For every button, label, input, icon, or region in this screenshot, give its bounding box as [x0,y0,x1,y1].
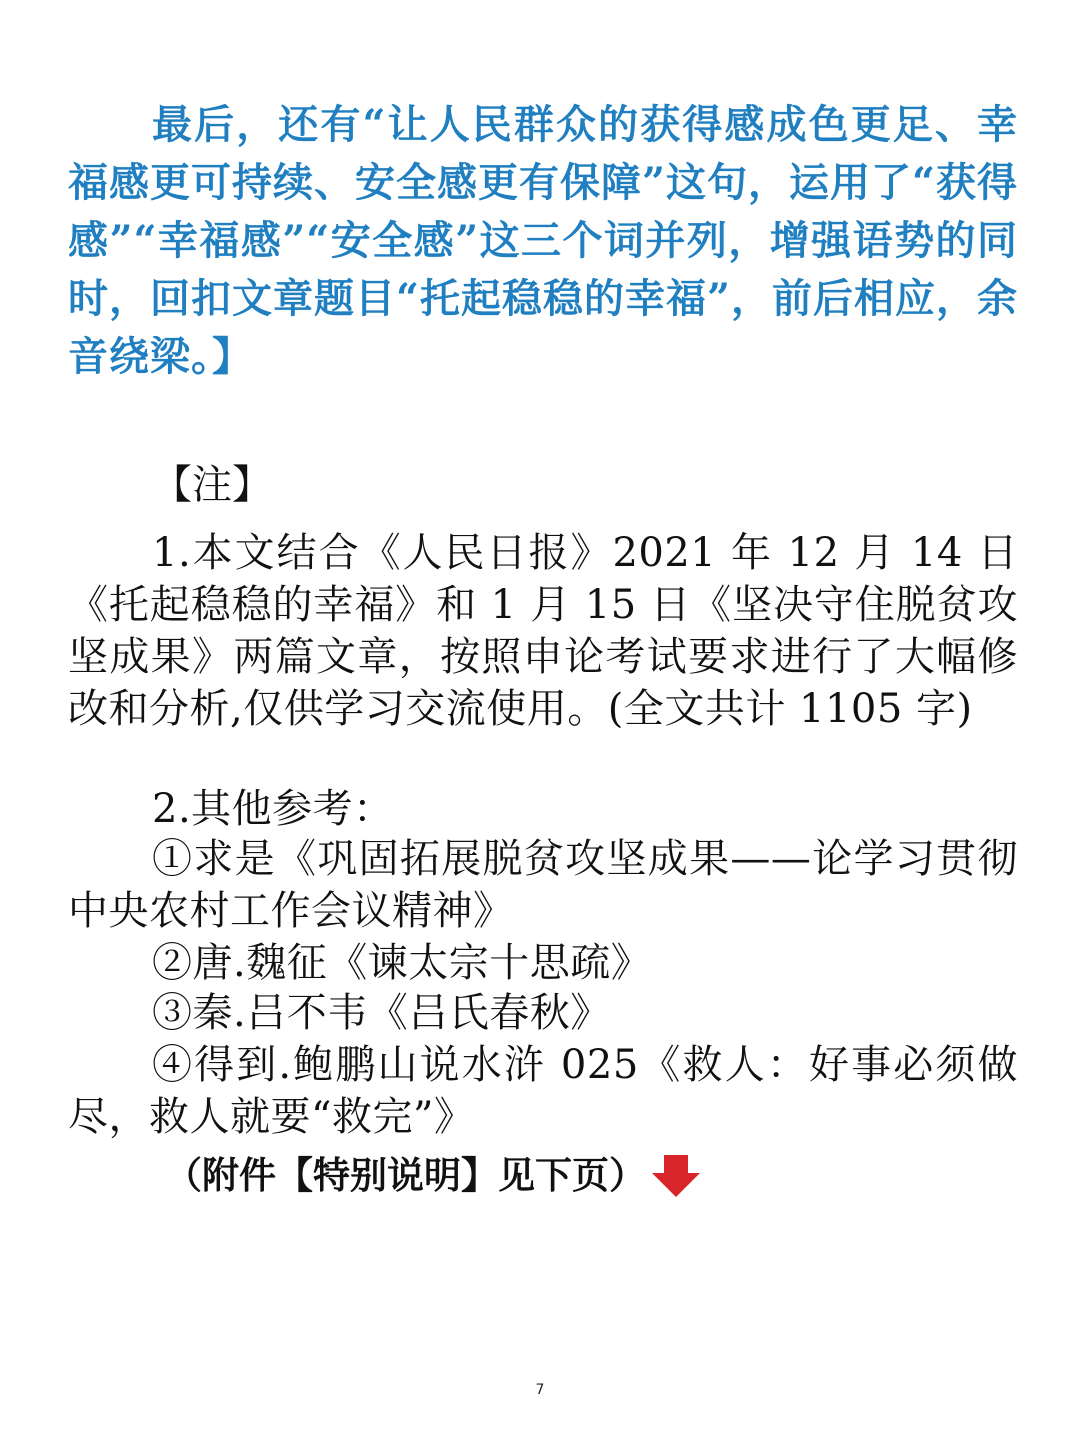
red-down-arrow-icon [650,1153,702,1199]
attachment-label: （附件【特别说明】见下页） [165,1154,646,1197]
conclusion-paragraph: 最后，还有“让人民群众的获得感成色更足、幸福感更可持续、安全感更有保障”这句，运用了“获得感”“幸福感”“安全感”这三个词并列，增强语势的同时，回扣文章题目“托起稳稳的幸福”，前后相应，余音绕梁。】 [68,101,1019,380]
reference-item: ②唐.魏征《谏太宗十思疏》 [152,940,652,986]
notes-heading: 【注】 [152,462,272,508]
note-item-2-title: 2.其他参考： [152,786,394,832]
reference-item: ③秦.吕不韦《吕氏春秋》 [152,990,611,1036]
reference-item: ①求是《巩固拓展脱贫攻坚成果——论学习贯彻中央农村工作会议精神》 [68,836,1018,934]
page-number: 7 [535,1382,545,1398]
attachment-note [165,1150,702,1202]
reference-item: ④得到.鲍鹏山说水浒 025《救人：好事必须做尽，救人就要“救完”》 [68,1042,1018,1140]
note-item-1: 1.本文结合《人民日报》2021 年 12 月 14 日《托起稳稳的幸福》和 1 月 15 日《坚决守住脱贫攻坚成果》两篇文章，按照申论考试要求进行了大幅修改和分析,仅供学习交流使用。(全文共计 1105 字) [68,530,1018,732]
